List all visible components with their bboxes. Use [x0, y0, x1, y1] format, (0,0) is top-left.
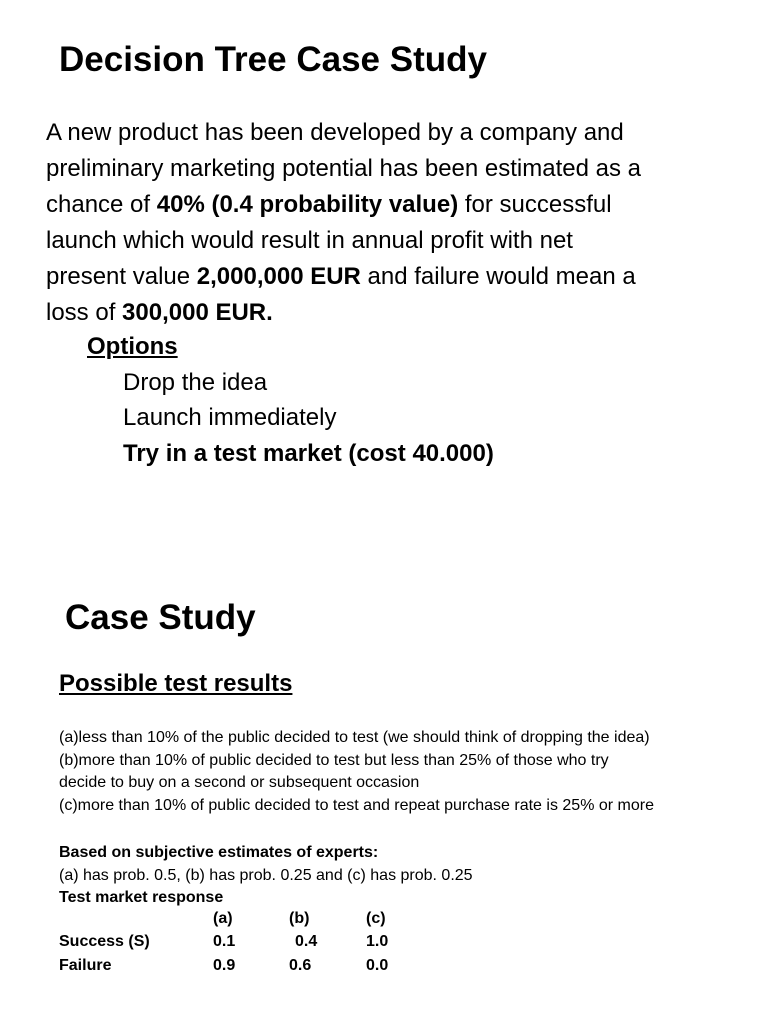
page-title: Decision Tree Case Study: [59, 40, 487, 79]
intro-line-4: launch which would result in annual profit with net: [46, 227, 573, 254]
case-study-title: Case Study: [65, 598, 256, 637]
estimates-block: [59, 842, 473, 910]
result-b: (b)more than 10% of public decided to test but less than 25% of those who try: [59, 751, 609, 769]
loss-value: 300,000 EUR.: [122, 299, 273, 326]
cell-success-b: 0.4: [295, 933, 318, 950]
result-a: (a)less than 10% of the public decided to test (we should think of dropping the idea): [59, 729, 650, 746]
intro-line-6: loss of 300,000 EUR.: [46, 299, 273, 326]
probability-value: 40% (0.4 probability value): [156, 191, 459, 218]
results-list: [59, 727, 654, 817]
estimates-line: (a) has prob. 0.5, (b) has prob. 0.25 and (c) has prob. 0.25: [59, 866, 473, 884]
profit-value: 2,000,000 EUR: [196, 263, 361, 290]
cell-success-a: 0.1: [213, 933, 236, 950]
options-heading: Options: [87, 333, 178, 360]
intro-line-5: present value 2,000,000 EUR and failure would mean a: [46, 263, 636, 290]
col-header-b: (b): [289, 910, 310, 927]
col-header-a: (a): [213, 910, 233, 927]
option-launch: Launch immediately: [123, 404, 337, 431]
table-heading: Test market response: [59, 889, 224, 906]
cell-failure-c: 0.0: [366, 957, 389, 974]
intro-line-2: preliminary marketing potential has been estimated as a: [46, 155, 641, 182]
result-b-cont: decide to buy on a second or subsequent occasion: [59, 774, 420, 791]
cell-failure-a: 0.9: [213, 957, 236, 974]
col-header-c: (c): [366, 910, 386, 927]
option-drop: Drop the idea: [123, 369, 268, 396]
possible-results-heading: Possible test results: [59, 670, 293, 697]
row-label-success: Success (S): [59, 933, 150, 950]
cell-success-c: 1.0: [366, 933, 389, 950]
row-label-failure: Failure: [59, 957, 112, 974]
result-c: (c)more than 10% of public decided to test and repeat purchase rate is 25% or more: [59, 796, 654, 814]
intro-line-1: A new product has been developed by a company and: [46, 119, 624, 146]
intro-line-3: chance of 40% (0.4 probability value) for successful: [46, 191, 612, 218]
estimates-heading: Based on subjective estimates of experts:: [59, 844, 379, 861]
cell-failure-b: 0.6: [289, 957, 312, 974]
intro-paragraph: [46, 115, 746, 331]
option-test-market: Try in a test market (cost 40.000): [123, 440, 494, 467]
